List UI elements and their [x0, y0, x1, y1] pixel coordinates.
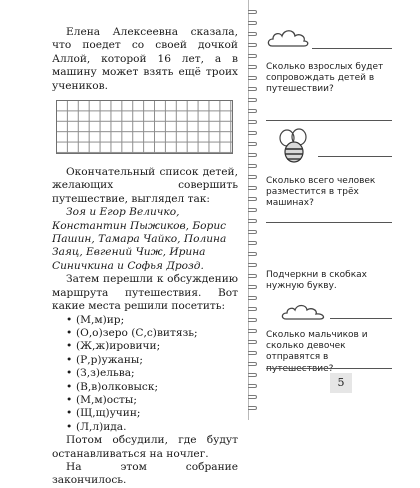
spiral-ring [248, 384, 257, 388]
place-name: (Р,р)ужаны; [76, 353, 143, 366]
spiral-ring [248, 373, 257, 377]
paragraph-list-intro: Окончательный список детей, желающих совершить путешествие, выглядел так: [52, 166, 238, 205]
cloud-icon [280, 300, 330, 322]
place-name: (О,о)зеро (С,с)витязь; [76, 326, 198, 339]
place-name: (Ж,ж)ировичи; [76, 340, 161, 353]
spiral-ring [248, 109, 257, 113]
list-item [66, 340, 238, 353]
question-underline-letter: Подчеркни в скобках нужную букву. [266, 270, 367, 292]
spiral-ring [248, 21, 257, 25]
place-name: (В,в)олковыск; [76, 380, 159, 393]
answer-line[interactable] [330, 318, 392, 319]
spiral-ring [248, 362, 257, 366]
spiral-ring [248, 395, 257, 399]
paragraph-overnight: Потом обсудили, где будут останавливаться на ночлег. [52, 434, 238, 460]
spiral-ring [248, 98, 257, 102]
page-number: 5 [330, 373, 352, 393]
bullet-icon: • [66, 367, 73, 380]
question-people-in-cars: Сколько всего человек разместится в трёх машинах? [266, 176, 376, 209]
spiral-ring [248, 274, 257, 278]
list-item [66, 381, 238, 394]
place-name: (М,м)ир; [76, 313, 125, 326]
spiral-ring [248, 263, 257, 267]
list-item [66, 394, 238, 407]
spiral-binding [248, 10, 260, 414]
spiral-ring [248, 153, 257, 157]
place-name: (Л,л)ида. [76, 420, 127, 433]
paragraph-intro: Елена Алексеевна сказала, что поедет со своей дочкой Аллой, которой 16 лет, а в машину может взять ещё троих учеников. [52, 26, 238, 92]
spiral-ring [248, 87, 257, 91]
spiral-ring [248, 10, 257, 14]
paragraph-route: Затем перешли к обсуждению маршрута путешествия. Вот какие места решили посетить: [52, 273, 238, 313]
bullet-icon: • [66, 407, 73, 420]
spiral-ring [248, 351, 257, 355]
spiral-ring [248, 296, 257, 300]
spiral-ring [248, 164, 257, 168]
spiral-ring [248, 120, 257, 124]
bee-icon [274, 128, 318, 166]
spiral-ring [248, 318, 257, 322]
spiral-ring [248, 340, 257, 344]
spiral-ring [248, 131, 257, 135]
bullet-icon: • [66, 420, 73, 433]
list-item [66, 407, 238, 420]
children-names: Зоя и Егор Величко, Константин Пыжиков, Борис Пашин, Тамара Чайко, Полина Заяц, Евгений Чиж, Ирина Синичкина и Софья Дрозд. [52, 206, 227, 272]
list-item [66, 327, 238, 340]
bullet-icon: • [66, 353, 73, 366]
bullet-icon: • [66, 340, 73, 353]
bullet-icon: • [66, 326, 73, 339]
list-item [66, 354, 238, 367]
spiral-ring [248, 54, 257, 58]
place-name: (З,з)ельва; [76, 367, 135, 380]
spiral-ring [248, 32, 257, 36]
spiral-ring [248, 241, 257, 245]
list-item [66, 421, 238, 434]
spiral-ring [248, 208, 257, 212]
question-adults: Сколько взрослых будет сопровождать детей в путешествии? [266, 62, 384, 95]
paragraph-end: На этом собрание закончилось. [52, 460, 238, 487]
bullet-icon: • [66, 313, 73, 326]
spiral-ring [248, 65, 257, 69]
spiral-ring [248, 406, 257, 410]
place-name: (М,м)осты; [76, 393, 137, 406]
spiral-ring [248, 43, 257, 47]
spiral-ring [248, 230, 257, 234]
spiral-ring [248, 285, 257, 289]
bullet-icon: • [66, 393, 73, 406]
spiral-ring [248, 307, 257, 311]
answer-line[interactable] [266, 120, 392, 121]
place-name: (Щ,щ)учин; [76, 407, 141, 420]
main-text-column [52, 26, 238, 488]
spiral-ring [248, 197, 257, 201]
spiral-ring [248, 175, 257, 179]
answer-line[interactable] [312, 48, 392, 49]
spiral-ring [248, 76, 257, 80]
question-boys-girls: Сколько мальчиков и сколько девочек отправятся в [266, 330, 368, 363]
list-item [66, 367, 238, 380]
spiral-ring [248, 142, 257, 146]
spiral-ring [248, 219, 257, 223]
answer-line[interactable] [318, 156, 392, 157]
spiral-ring [248, 252, 257, 256]
list-item [66, 314, 238, 327]
answer-line[interactable] [266, 368, 392, 369]
bullet-icon: • [66, 380, 73, 393]
places-list [52, 314, 238, 435]
answer-grid[interactable] [56, 100, 233, 154]
spiral-ring [248, 329, 257, 333]
spiral-ring [248, 186, 257, 190]
cloud-icon [266, 24, 312, 50]
answer-line[interactable] [266, 222, 392, 223]
